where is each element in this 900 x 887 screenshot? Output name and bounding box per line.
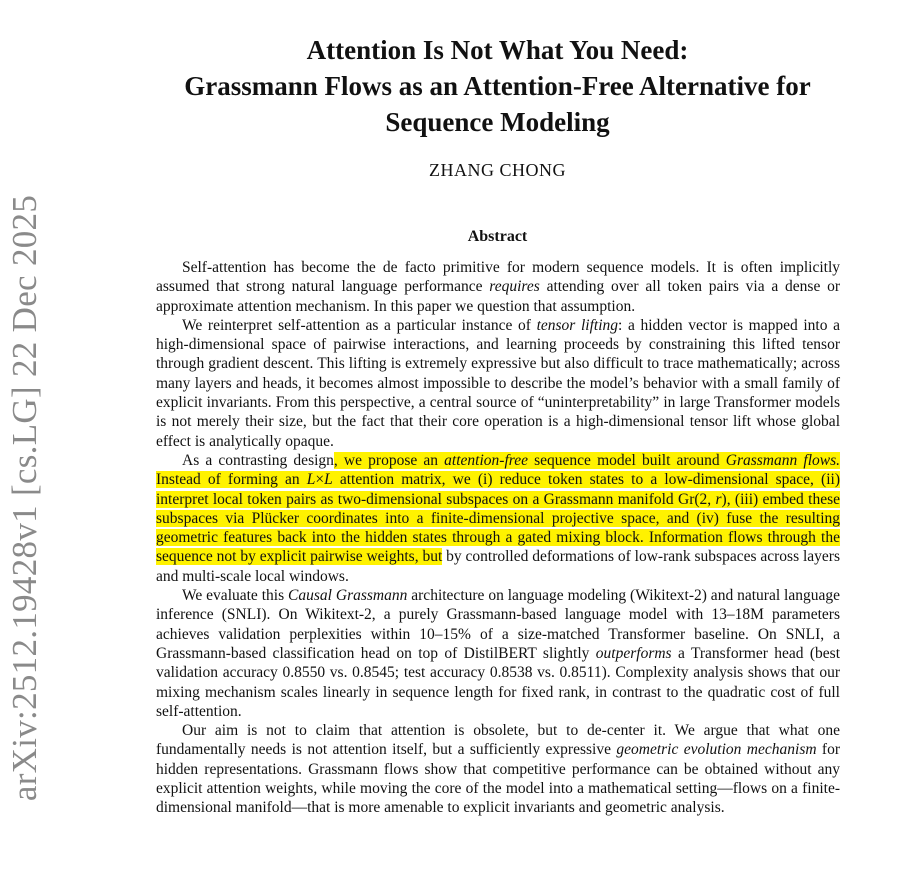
highlighted-text: Grassmann flows. — [725, 451, 840, 469]
abstract-text: tensor lifting — [536, 316, 618, 334]
abstract-paragraph — [156, 721, 840, 817]
title-line-2: Grassmann Flows as an Attention-Free Alternative for — [184, 71, 811, 101]
paper-title — [100, 32, 895, 140]
highlighted-text: Instead of forming an — [156, 471, 307, 489]
title-line-1: Attention Is Not What You Need: — [306, 35, 689, 65]
abstract-text: Our aim is not to claim that attention is obsolete, but to de-center it. We argue that what one fundamentally needs is not attention itself, but a sufficiently expressive — [156, 722, 840, 759]
highlighted-text: attention-free — [444, 451, 528, 469]
highlighted-text: r — [715, 490, 722, 508]
abstract-paragraph — [156, 258, 840, 316]
abstract-text: Self-attention has become the de facto primitive for modern sequence models. It is often implicitly assumed that strong natural language performance — [156, 259, 840, 296]
arxiv-sidebar-stamp — [2, 194, 48, 802]
abstract-text: requires — [489, 278, 540, 296]
abstract-text: geometric evolution mechanism — [616, 741, 817, 759]
abstract-text: outperforms — [595, 644, 672, 662]
abstract-paragraph — [156, 451, 840, 586]
abstract-paragraph — [156, 316, 840, 451]
abstract-text: a Transformer head (best validation accuracy 0.8550 vs. 0.8545; test accuracy 0.8538 vs. 0.8511). Complexity analysis shows that our mixing mechanism scales linearly in sequence length for fixed rank, in contrast to the quadratic cost of full self-attention. — [156, 644, 840, 720]
highlighted-text: L — [306, 471, 316, 489]
highlighted-text: , we propose an — [333, 451, 445, 469]
abstract-heading: Abstract — [467, 228, 528, 245]
author-name: ZHANG CHONG — [429, 160, 566, 180]
abstract-text: We evaluate this — [182, 587, 289, 605]
arxiv-id-label[interactable]: arXiv:2512.19428v1 [cs.LG] 22 Dec 2025 — [5, 194, 44, 802]
abstract-text: : a hidden vector is mapped into a high-dimensional space of pairwise interactions, and learning proceeds by constraining this lifted tensor through gradient descent. This lifting is extremely expressive but also difficult to trace mathematically; across many layers and heads, it becomes almost impossible to describe the model’s behavior with a small family of explicit invariants. From this perspective, a central source of “uninterpretability” in large Transformer models is not merely their size, but the fact that their core operation is a high-dimensional tensor lift whose global effect is analytically opaque. — [156, 316, 840, 450]
highlighted-text: sequence model built around — [527, 451, 726, 469]
abstract-text: We reinterpret self-attention as a particular instance of — [182, 316, 537, 334]
highlighted-text: ), (iii) embed these subspaces via Plücker coordinates into a finite-dimensional projective space, and (iv) fuse the resulting geometric features back into the hidden states through a gated mixing block. Information flows through the sequence not by explicit pairwise weights, but — [156, 490, 840, 566]
abstract-text: Causal Grassmann — [288, 587, 408, 605]
highlighted-text: attention matrix, we (i) reduce token states to a low-dimensional space, (ii) interpret local token pairs as two-dimensional subspaces on a Grassmann manifold Gr(2, — [156, 471, 840, 508]
abstract-text: for hidden representations. Grassmann flows show that competitive performance can be obtained without any explicit attention weights, while moving the core of the model into a mathematical setting—flows on a finite-dimensional manifold—that is more amenable to explicit invariants and geometric analysis. — [156, 741, 841, 817]
highlighted-text: × — [315, 471, 325, 489]
abstract-text: architecture on language modeling (Wikitext-2) and natural language inference (SNLI). On Wikitext-2, a purely Grassmann-based language model with 13–18M parameters achieves validation perplexities within 10–15% of a size-matched Transformer baseline. On SNLI, a Grassmann-based classification head on top of DistilBERT slightly — [156, 587, 840, 662]
abstract-text: attending over all token pairs via a dense or approximate attention mechanism. In this paper we question that assumption. — [156, 278, 841, 315]
highlighted-text: L — [324, 471, 333, 489]
abstract-text: by controlled deformations of low-rank subspaces across layers and multi-scale local windows. — [156, 548, 840, 585]
abstract-paragraph — [156, 586, 840, 721]
abstract-body — [156, 258, 840, 818]
title-line-3: Sequence Modeling — [385, 107, 610, 137]
abstract-text: As a contrasting design — [182, 451, 334, 469]
